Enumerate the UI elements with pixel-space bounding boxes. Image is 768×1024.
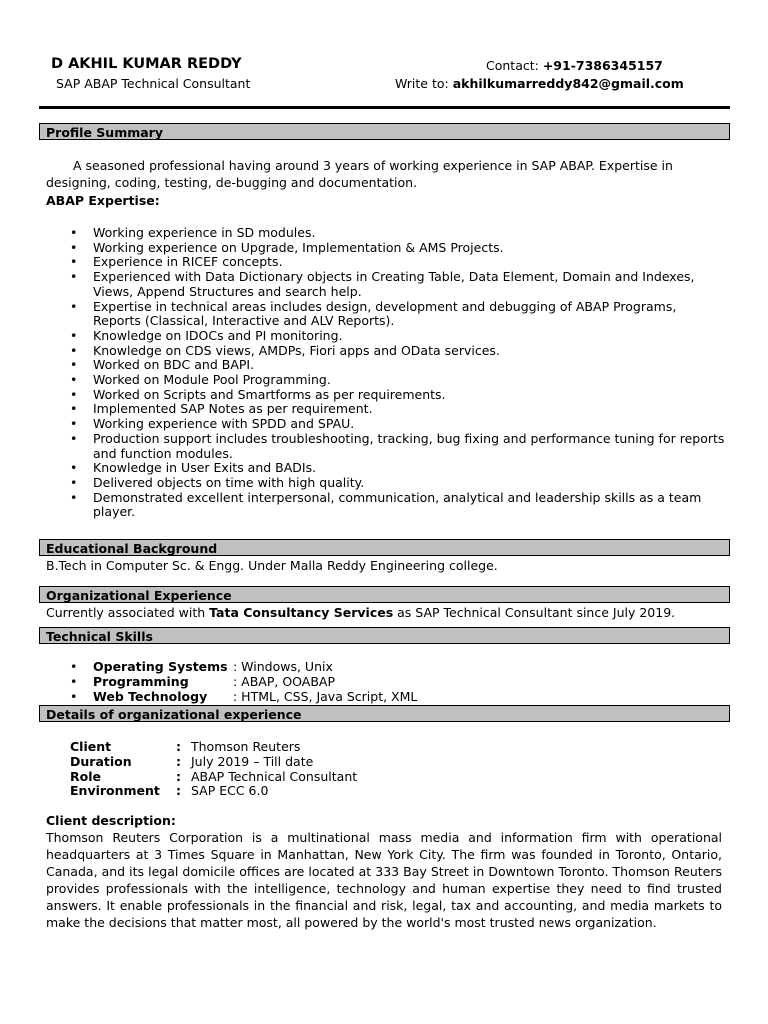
expertise-item-text: Demonstrated excellent interpersonal, communication, analytical and leadership skills as a team player. xyxy=(93,489,702,520)
candidate-name: D AKHIL KUMAR REDDY xyxy=(51,56,242,72)
bullet: • xyxy=(70,460,78,476)
client-description-text: Thomson Reuters Corporation is a multinational mass media and information firm with operational headquarters at 3 Times Square in Manhattan, New York City. The firm was founded in Toronto, Ontario, Canada, and its legal domicile offices are located at 333 Bay Street in Downtown Toronto. Thomson Reuters provides professionals with the intelligence, technology and human expertise they need to find trusted answers. It enable professionals in the financial and risk, legal, tax and accounting, and media markets to make the decisions that matter most, all powered by the world's most trusted news organization. xyxy=(46,830,722,930)
skill-label: Operating Systems xyxy=(93,659,228,674)
detail-label: Environment xyxy=(70,783,160,799)
expertise-item-text: Experienced with Data Dictionary objects in Creating Table, Data Element, Domain and Indexes, Views, Append Structures and search help. xyxy=(93,269,695,299)
skill-value: : HTML, CSS, Java Script, XML xyxy=(233,688,418,704)
bullet: • xyxy=(70,659,78,674)
expertise-item xyxy=(46,461,726,476)
expertise-item xyxy=(46,402,726,417)
bullet: • xyxy=(70,269,78,285)
expertise-item xyxy=(46,417,726,432)
detail-value: Thomson Reuters xyxy=(191,739,301,754)
bullet: • xyxy=(70,430,78,446)
detail-colon: : xyxy=(176,753,181,769)
skill-label: Web Technology xyxy=(93,688,208,704)
bullet: • xyxy=(70,416,78,432)
contact-line xyxy=(486,58,663,73)
section-profile-summary: Profile Summary xyxy=(39,123,730,140)
education-text: B.Tech in Computer Sc. & Engg. Under Malla Reddy Engineering college. xyxy=(46,558,498,573)
expertise-item xyxy=(46,358,726,373)
expertise-item xyxy=(46,329,726,344)
bullet: • xyxy=(70,327,78,343)
detail-colon: : xyxy=(176,783,181,799)
expertise-item-text: Production support includes troubleshooting, tracking, bug fixing and performance tuning for reports and function modules. xyxy=(93,430,725,461)
client-description-heading: Client description: xyxy=(46,813,176,828)
expertise-item-text: Working experience with SPDD and SPAU. xyxy=(93,416,355,432)
expertise-item-text: Experience in RICEF concepts. xyxy=(93,254,283,270)
organization-text-before: Currently associated with xyxy=(46,605,210,620)
expertise-item-text: Worked on BDC and BAPI. xyxy=(93,357,255,373)
expertise-item xyxy=(46,255,726,270)
bullet: • xyxy=(70,372,78,388)
abap-expertise-heading: ABAP Expertise: xyxy=(46,193,160,208)
bullet: • xyxy=(70,386,78,402)
expertise-item xyxy=(46,388,726,403)
skill-value: : Windows, Unix xyxy=(233,659,333,674)
detail-label: Duration xyxy=(70,753,132,769)
detail-label: Role xyxy=(70,768,101,784)
bullet: • xyxy=(70,298,78,314)
bullet: • xyxy=(70,239,78,255)
detail-label: Client xyxy=(70,739,112,754)
expertise-item-text: Implemented SAP Notes as per requirement. xyxy=(93,401,373,417)
detail-colon: : xyxy=(176,768,181,784)
abap-expertise-list xyxy=(46,226,726,520)
bullet: • xyxy=(70,225,78,240)
expertise-item xyxy=(46,432,726,461)
organization-company: Tata Consultancy Services xyxy=(209,605,394,620)
detail-value: July 2019 – Till date xyxy=(191,753,314,769)
expertise-item xyxy=(46,226,726,241)
detail-value: SAP ECC 6.0 xyxy=(191,783,269,799)
section-educational-background: Educational Background xyxy=(39,539,730,556)
bullet: • xyxy=(70,673,78,689)
skill-label: Programming xyxy=(93,673,189,689)
bullet: • xyxy=(70,357,78,373)
expertise-item xyxy=(46,270,726,299)
expertise-item-text: Knowledge on IDOCs and PI monitoring. xyxy=(93,327,343,343)
section-organizational-experience: Organizational Experience xyxy=(39,586,730,603)
header-divider xyxy=(39,106,730,109)
expertise-item-text: Worked on Scripts and Smartforms as per requirements. xyxy=(93,386,446,402)
candidate-title: SAP ABAP Technical Consultant xyxy=(56,76,251,91)
skill-value: : ABAP, OOABAP xyxy=(233,673,336,689)
bullet: • xyxy=(70,342,78,358)
bullet: • xyxy=(70,254,78,270)
bullet: • xyxy=(70,401,78,417)
expertise-item-text: Working experience in SD modules. xyxy=(93,225,316,240)
email-line xyxy=(395,76,684,91)
expertise-item-text: Working experience on Upgrade, Implementation & AMS Projects. xyxy=(93,239,504,255)
detail-value: ABAP Technical Consultant xyxy=(191,768,358,784)
contact-phone: +91-7386345157 xyxy=(542,58,663,73)
expertise-item-text: Knowledge on CDS views, AMDPs, Fiori apps and OData services. xyxy=(93,342,500,358)
expertise-item-text: Knowledge in User Exits and BADIs. xyxy=(93,460,317,476)
section-details-organizational-experience: Details of organizational experience xyxy=(39,705,730,722)
profile-summary-text: A seasoned professional having around 3 years of working experience in SAP ABAP. Expertise in designing, coding, testing, de-bugging and documentation. xyxy=(46,158,673,190)
expertise-item xyxy=(46,373,726,388)
expertise-item xyxy=(46,491,726,520)
expertise-item xyxy=(46,476,726,491)
organization-text-after: as SAP Technical Consultant since July 2019. xyxy=(393,605,676,620)
organization-text xyxy=(46,604,722,621)
bullet: • xyxy=(70,688,78,704)
contact-label: Contact: xyxy=(486,58,543,73)
section-technical-skills: Technical Skills xyxy=(39,627,730,644)
detail-colon: : xyxy=(176,739,181,754)
expertise-item xyxy=(46,300,726,329)
expertise-item xyxy=(46,241,726,256)
expertise-item xyxy=(46,344,726,359)
expertise-item-text: Expertise in technical areas includes design, development and debugging of ABAP Programs, Reports (Classical, Interactive and ALV Reports). xyxy=(93,298,677,329)
bullet: • xyxy=(70,474,78,490)
expertise-item-text: Delivered objects on time with high quality. xyxy=(93,474,365,490)
bullet: • xyxy=(70,489,78,505)
contact-email: akhilkumarreddy842@gmail.com xyxy=(452,76,684,91)
expertise-item-text: Worked on Module Pool Programming. xyxy=(93,372,331,388)
email-label: Write to: xyxy=(395,76,453,91)
